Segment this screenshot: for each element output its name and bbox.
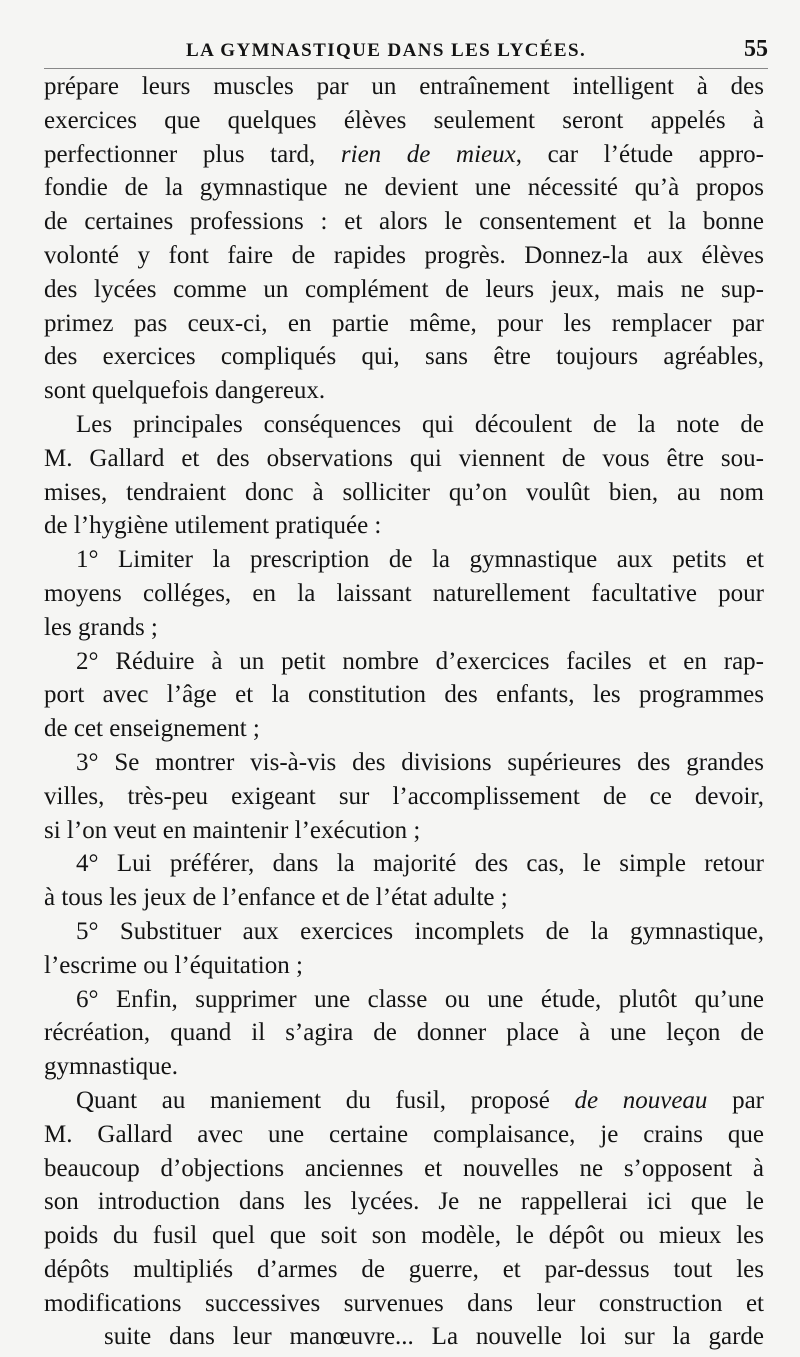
text-line: récréation, quand il s’agira de donner place à une leçon de bbox=[44, 1019, 764, 1047]
text-line: modifications successives survenues dans leur construction et bbox=[44, 1289, 764, 1317]
text-line: de l’hygiène utilement pratiquée : bbox=[44, 512, 382, 540]
text-line: primez pas ceux-ci, en partie même, pour les remplacer par bbox=[44, 309, 764, 337]
italic-segment: rien de mieux bbox=[340, 140, 516, 168]
text-line: port avec l’âge et la constitution des enfants, les programmes bbox=[44, 681, 764, 709]
text-line: poids du fusil quel que soit son modèle, le dépôt ou mieux les bbox=[44, 1222, 764, 1250]
text-line: villes, très-peu exigeant sur l’accomplissement de ce devoir, bbox=[44, 782, 764, 810]
text-line: M. Gallard avec une certaine complaisance, je crains que bbox=[44, 1120, 764, 1148]
text-line: à tous les jeux de l’enfance et de l’état adulte ; bbox=[44, 884, 508, 912]
text-line: Les principales conséquences qui découlent de la note de bbox=[76, 410, 764, 438]
text-line bbox=[44, 138, 764, 172]
text-line: des lycées comme un complément de leurs jeux, mais ne sup- bbox=[44, 275, 764, 303]
text-line: M. Gallard et des observations qui viennent de vous être sou- bbox=[44, 444, 764, 472]
text-line: 2° Réduire à un petit nombre d’exercices faciles et en rap- bbox=[76, 647, 764, 675]
text-line: son introduction dans les lycées. Je ne rappellerai ici que le bbox=[44, 1188, 764, 1216]
text-line: fondie de la gymnastique ne devient une nécessité qu’à propos bbox=[44, 174, 764, 202]
text-line: 6° Enfin, supprimer une classe ou une étude, plutôt qu’une bbox=[76, 985, 764, 1013]
text-segment: , car l’étude appro- bbox=[515, 140, 764, 168]
text-segment: par bbox=[707, 1086, 764, 1114]
italic-segment: de nouveau bbox=[574, 1086, 708, 1114]
page-number: 55 bbox=[744, 36, 768, 62]
text-line: exercices que quelques élèves seulement seront appelés à bbox=[44, 106, 764, 134]
text-line: moyens colléges, en la laissant naturellement facultative pour bbox=[44, 579, 764, 607]
text-line: 5° Substituer aux exercices incomplets de la gymnastique, bbox=[76, 917, 764, 945]
text-line: prépare leurs muscles par un entraînement intelligent à des bbox=[44, 73, 764, 100]
page-header bbox=[44, 36, 768, 70]
body-text bbox=[44, 70, 764, 1354]
text-line: de certaines professions : et alors le consentement et la bonne bbox=[44, 208, 764, 236]
text-line bbox=[44, 1084, 764, 1118]
text-line: dépôts multipliés d’armes de guerre, et par-dessus tout les bbox=[44, 1255, 764, 1283]
text-line: si l’on veut en maintenir l’exécution ; bbox=[44, 816, 421, 844]
text-line: 4° Lui préférer, dans la majorité des cas, le simple retour bbox=[76, 850, 764, 878]
text-segment: perfectionner plus tard, bbox=[44, 140, 341, 168]
text-line: des exercices compliqués qui, sans être toujours agréables, bbox=[44, 343, 764, 371]
text-line: l’escrime ou l’équitation ; bbox=[44, 951, 303, 979]
text-line: volonté y font faire de rapides progrès. Donnez-la aux élèves bbox=[44, 241, 764, 269]
text-line: les grands ; bbox=[44, 613, 158, 641]
running-title: LA GYMNASTIQUE DANS LES LYCÉES. bbox=[186, 40, 587, 61]
text-line: suite dans leur manœuvre... La nouvelle loi sur la garde bbox=[104, 1323, 764, 1351]
text-segment: Quant au maniement du fusil, proposé bbox=[76, 1086, 575, 1114]
text-line: mises, tendraient donc à solliciter qu’on voulût bien, au nom bbox=[44, 478, 764, 506]
header-rule bbox=[44, 68, 768, 69]
text-line: 3° Se montrer vis-à-vis des divisions supérieures des grandes bbox=[76, 748, 764, 776]
text-line: sont quelquefois dangereux. bbox=[44, 377, 326, 405]
text-line: gymnastique. bbox=[44, 1053, 179, 1081]
text-line: beaucoup d’objections anciennes et nouvelles ne s’opposent à bbox=[44, 1154, 764, 1182]
text-line: 1° Limiter la prescription de la gymnastique aux petits et bbox=[76, 546, 764, 574]
text-line: de cet enseignement ; bbox=[44, 715, 260, 743]
